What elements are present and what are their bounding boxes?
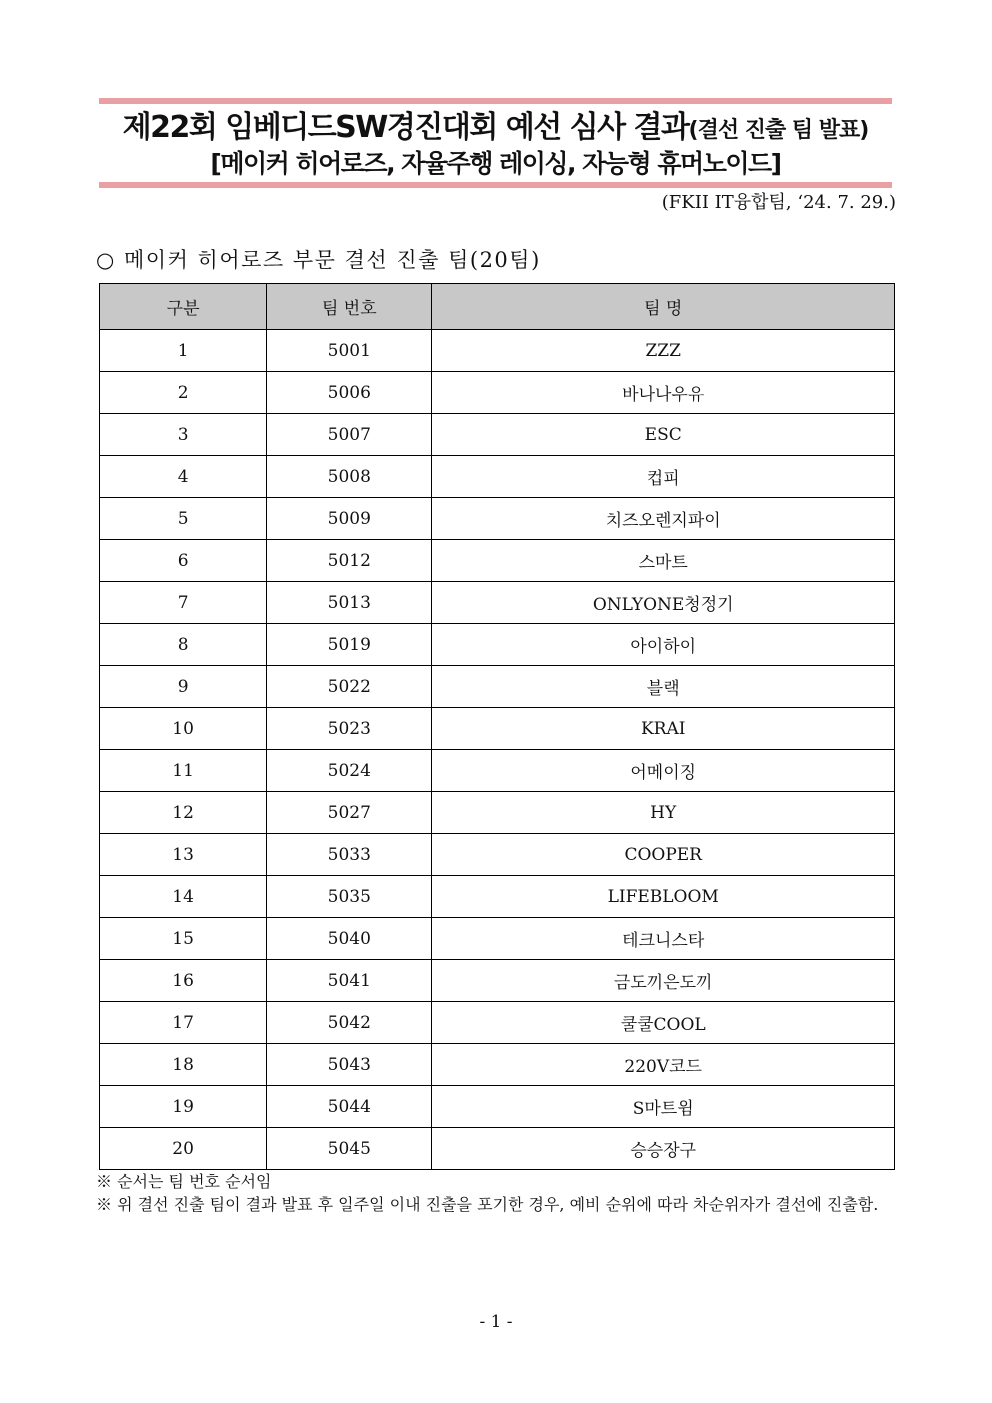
row-team-id: 5022 bbox=[267, 666, 432, 708]
page-subtitle: [메이커 히어로즈, 자율주행 레이싱, 자능형 휴머노이드] bbox=[210, 149, 781, 178]
footnotes bbox=[96, 1170, 878, 1216]
header-team-name: 팀 명 bbox=[432, 284, 895, 330]
table-row bbox=[100, 624, 895, 666]
row-team-name: 블랙 bbox=[432, 666, 895, 708]
table-row bbox=[100, 498, 895, 540]
table-row bbox=[100, 708, 895, 750]
row-no: 1 bbox=[100, 330, 267, 372]
row-team-name: 테크니스타 bbox=[432, 918, 895, 960]
row-team-name: 220V코드 bbox=[432, 1044, 895, 1086]
row-team-id: 5013 bbox=[267, 582, 432, 624]
row-no: 19 bbox=[100, 1086, 267, 1128]
row-no: 10 bbox=[100, 708, 267, 750]
row-team-name: 승승장구 bbox=[432, 1128, 895, 1170]
page-number: - 1 - bbox=[479, 1312, 513, 1332]
row-team-id: 5045 bbox=[267, 1128, 432, 1170]
row-no: 2 bbox=[100, 372, 267, 414]
footnote-order: ※ 순서는 팀 번호 순서임 bbox=[96, 1172, 272, 1191]
row-no: 15 bbox=[100, 918, 267, 960]
row-team-id: 5035 bbox=[267, 876, 432, 918]
header-team-number: 팀 번호 bbox=[267, 284, 432, 330]
row-team-id: 5023 bbox=[267, 708, 432, 750]
table-row bbox=[100, 414, 895, 456]
row-no: 5 bbox=[100, 498, 267, 540]
section-heading: ○ 메이커 히어로즈 부문 결선 진출 팀(20팀) bbox=[96, 248, 541, 272]
row-no: 9 bbox=[100, 666, 267, 708]
row-team-id: 5033 bbox=[267, 834, 432, 876]
row-no: 4 bbox=[100, 456, 267, 498]
table-row bbox=[100, 1002, 895, 1044]
row-team-name: ONLYONE청정기 bbox=[432, 582, 895, 624]
row-team-id: 5027 bbox=[267, 792, 432, 834]
row-team-name: 금도끼은도끼 bbox=[432, 960, 895, 1002]
row-no: 7 bbox=[100, 582, 267, 624]
row-no: 12 bbox=[100, 792, 267, 834]
table-row bbox=[100, 792, 895, 834]
table-row bbox=[100, 918, 895, 960]
table-row bbox=[100, 1128, 895, 1170]
row-team-name: 어메이징 bbox=[432, 750, 895, 792]
table-row bbox=[100, 582, 895, 624]
table-row bbox=[100, 1044, 895, 1086]
row-team-name: ZZZ bbox=[432, 330, 895, 372]
row-team-name: COOPER bbox=[432, 834, 895, 876]
table-row bbox=[100, 1086, 895, 1128]
table-row bbox=[100, 876, 895, 918]
header-category: 구분 bbox=[100, 284, 267, 330]
row-team-name: 컵피 bbox=[432, 456, 895, 498]
page-title-suffix: (결선 진출 팀 발표) bbox=[688, 118, 869, 143]
row-team-id: 5040 bbox=[267, 918, 432, 960]
row-team-id: 5042 bbox=[267, 1002, 432, 1044]
row-team-name: 아이하이 bbox=[432, 624, 895, 666]
row-team-name: LIFEBLOOM bbox=[432, 876, 895, 918]
table-row bbox=[100, 372, 895, 414]
table-row bbox=[100, 834, 895, 876]
row-no: 17 bbox=[100, 1002, 267, 1044]
row-team-id: 5008 bbox=[267, 456, 432, 498]
row-team-name: 쿨쿨COOL bbox=[432, 1002, 895, 1044]
table-row bbox=[100, 540, 895, 582]
row-no: 6 bbox=[100, 540, 267, 582]
row-no: 11 bbox=[100, 750, 267, 792]
title-top-rule bbox=[99, 98, 892, 104]
finalist-table bbox=[99, 283, 895, 1170]
row-team-id: 5009 bbox=[267, 498, 432, 540]
row-team-name: ESC bbox=[432, 414, 895, 456]
row-team-id: 5043 bbox=[267, 1044, 432, 1086]
row-team-id: 5001 bbox=[267, 330, 432, 372]
row-no: 20 bbox=[100, 1128, 267, 1170]
row-no: 8 bbox=[100, 624, 267, 666]
table-header-row bbox=[100, 284, 895, 330]
row-team-id: 5019 bbox=[267, 624, 432, 666]
table-row bbox=[100, 456, 895, 498]
table-row bbox=[100, 330, 895, 372]
table-row bbox=[100, 750, 895, 792]
row-team-name: KRAI bbox=[432, 708, 895, 750]
row-team-id: 5007 bbox=[267, 414, 432, 456]
row-team-name: 치즈오렌지파이 bbox=[432, 498, 895, 540]
row-team-name: S마트윔 bbox=[432, 1086, 895, 1128]
row-team-id: 5006 bbox=[267, 372, 432, 414]
row-team-id: 5024 bbox=[267, 750, 432, 792]
row-team-id: 5041 bbox=[267, 960, 432, 1002]
table-row bbox=[100, 666, 895, 708]
title-bottom-rule bbox=[99, 182, 892, 188]
row-no: 18 bbox=[100, 1044, 267, 1086]
row-team-name: 스마트 bbox=[432, 540, 895, 582]
row-team-id: 5012 bbox=[267, 540, 432, 582]
table-row bbox=[100, 960, 895, 1002]
row-no: 13 bbox=[100, 834, 267, 876]
row-no: 3 bbox=[100, 414, 267, 456]
page-title-text: 제22회 임베디드SW경진대회 예선 심사 결과 bbox=[122, 110, 689, 145]
row-team-id: 5044 bbox=[267, 1086, 432, 1128]
row-team-name: 바나나우유 bbox=[432, 372, 895, 414]
row-no: 16 bbox=[100, 960, 267, 1002]
footnote-forfeit: ※ 위 결선 진출 팀이 결과 발표 후 일주일 이내 진출을 포기한 경우, 예비 순위에 따라 차순위자가 결선에 진출함. bbox=[96, 1195, 879, 1214]
row-team-name: HY bbox=[432, 792, 895, 834]
row-no: 14 bbox=[100, 876, 267, 918]
issuer-date: (FKII IT융합팀, ‘24. 7. 29.) bbox=[661, 192, 896, 213]
